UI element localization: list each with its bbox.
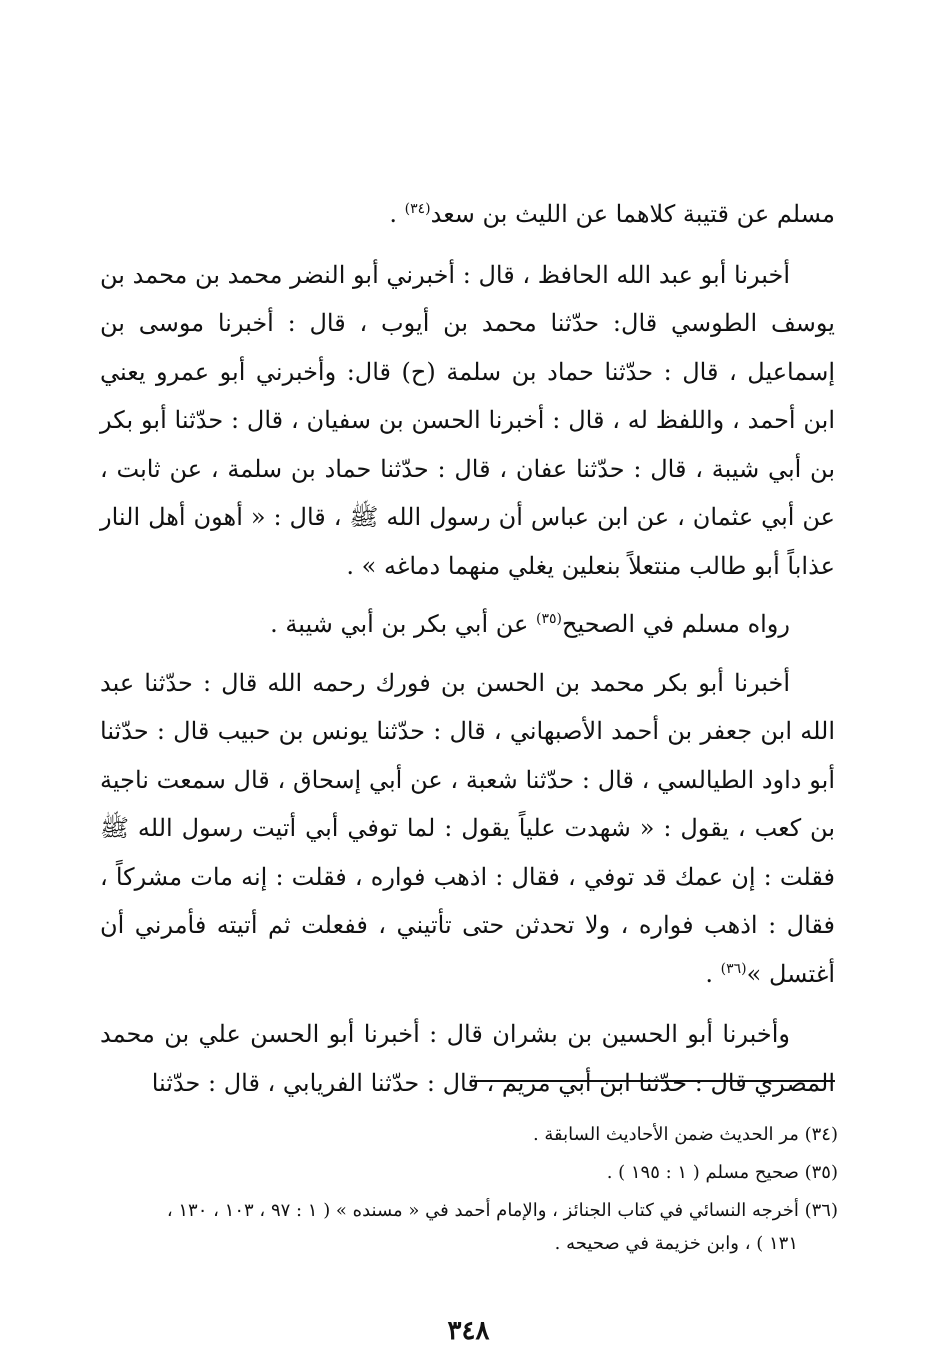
- paragraph-2-text: أخبرنا أبو عبد الله الحافظ ، قال : أخبرني أبو النضر محمد بن محمد بن يوسف الطوسي قال: حدّثنا محمد بن أيوب ، قال : أخبرنا موسى بن إسماعيل ، قال : حدّثنا حماد بن سلمة (ح) قال: وأخبرني أبو عمرو يعني ابن أحمد ، واللفظ له ، قال : أخبرنا الحسن بن سفيان ، قال : حدّثنا أبو بكر بن أبي شيبة ، قال : حدّثنا عفان ، قال : حدّثنا حماد بن سلمة ، عن ثابت ، عن أبي عثمان ، عن ابن عباس أن رسول الله ﷺ ، قال : « أهون أهل النار عذاباً أبو طالب منتعلاً بنعلين يغلي منهما دماغه » .: [100, 260, 836, 580]
- footnote-number: (٣٥): [804, 1162, 838, 1183]
- footnote-text: صحيح مسلم ( ١ : ١٩٥ ) .: [606, 1162, 799, 1183]
- paragraph-1-tail: .: [389, 200, 405, 228]
- footnote-divider: [470, 1080, 835, 1082]
- paragraph-4: [100, 659, 835, 999]
- footnote-34: [100, 1118, 838, 1151]
- paragraph-4-tail: .: [705, 959, 721, 988]
- paragraph-4-text: أخبرنا أبو بكر محمد بن الحسن بن فورك رحمه الله قال : حدّثنا عبد الله ابن جعفر بن أحمد الأصبهاني ، قال : حدّثنا يونس بن حبيب قال : حدّثنا أبو داود الطيالسي ، قال : حدّثنا شعبة ، عن أبي إسحاق ، قال سمعت ناجية بن كعب ، يقول : « شهدت علياً يقول : لما توفي أبي أتيت رسول الله ﷺ فقلت : إن عمك قد توفي ، فقال : اذهب فواره ، فقلت : إنه مات مشركاً ، فقال : اذهب فواره ، ولا تحدثن حتى تأتيني ، ففعلت ثم أتيته فأمرني أن أغتسل »: [100, 668, 835, 988]
- footnote-ref-36: (٣٦): [720, 960, 747, 977]
- footnote-ref-34: (٣٤): [404, 201, 431, 217]
- page-number: ٣٤٨: [447, 1316, 490, 1346]
- footnote-continuation: ١٣١ ) ، وابن خزيمة في صحيحه .: [554, 1233, 798, 1254]
- footnote-ref-35: (٣٥): [536, 611, 562, 627]
- paragraph-1: [100, 190, 835, 239]
- footnote-36: [100, 1194, 838, 1260]
- paragraph-2: [100, 251, 835, 591]
- footnote-35: [100, 1156, 838, 1189]
- paragraph-3: [100, 600, 835, 649]
- paragraph-3-tail: عن أبي بكر بن أبي شيبة .: [270, 610, 537, 638]
- footnote-number: (٣٦): [804, 1200, 838, 1221]
- footnotes: [100, 1118, 838, 1265]
- paragraph-3-text: رواه مسلم في الصحيح: [562, 610, 790, 638]
- paragraph-5-text: وأخبرنا أبو الحسين بن بشران قال : أخبرنا أبو الحسن علي بن محمد المصري قال : حدّثنا ابن أبي مريم ، قال : حدّثنا الفريابي ، قال : حدّثنا: [100, 1020, 835, 1097]
- footnote-text: مر الحديث ضمن الأحاديث السابقة .: [532, 1124, 799, 1145]
- paragraph-1-text: مسلم عن قتيبة كلاهما عن الليث بن سعد: [430, 200, 835, 228]
- footnote-text: أخرجه النسائي في كتاب الجنائز ، والإمام أحمد في « مسنده » ( ١ : ٩٧ ، ١٠٣ ، ١٣٠ ،: [166, 1200, 799, 1221]
- footnote-number: (٣٤): [804, 1124, 838, 1145]
- main-text: [100, 190, 835, 1107]
- paragraph-5: [100, 1010, 835, 1107]
